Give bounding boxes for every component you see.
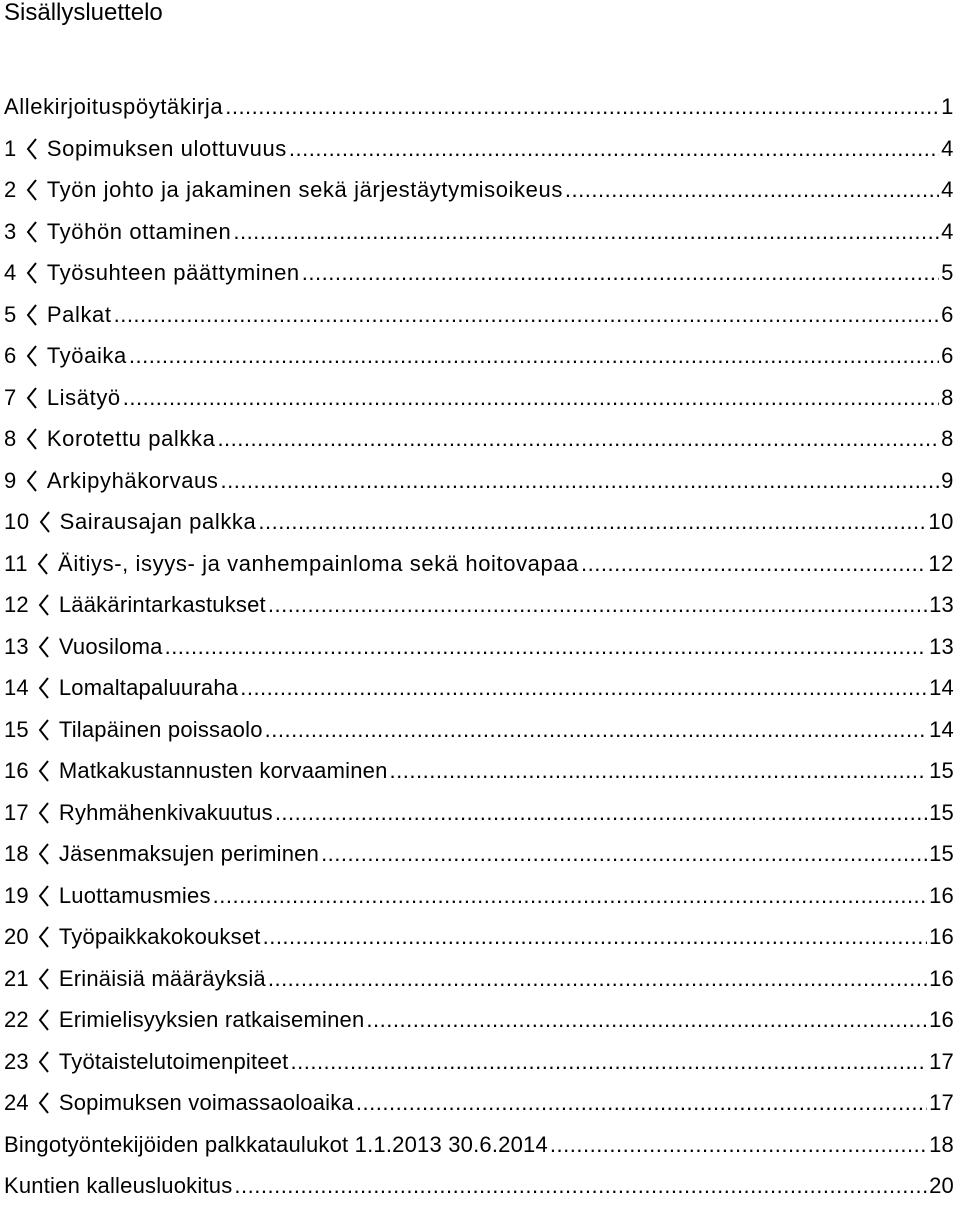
toc-entry-number: 14 xyxy=(4,675,29,700)
toc-entry-number: 23 xyxy=(4,1048,29,1074)
toc-entry[interactable] xyxy=(4,134,954,176)
dot-leader xyxy=(240,673,927,703)
section-sign-icon xyxy=(37,1092,51,1114)
toc-entry-label: Erinäisiä määräyksiä xyxy=(58,965,266,991)
toc-entry-number: 16 xyxy=(4,758,29,783)
dot-leader xyxy=(213,881,927,911)
section-sign-icon xyxy=(25,470,39,492)
toc-entry-page: 14 xyxy=(929,716,954,742)
dot-leader xyxy=(129,341,939,371)
toc-entry-page: 4 xyxy=(941,177,954,202)
toc-entry-page: 16 xyxy=(929,882,954,908)
toc-entry-page: 8 xyxy=(941,384,954,410)
dot-leader xyxy=(291,1047,928,1077)
toc-entry[interactable] xyxy=(4,1047,954,1089)
toc-entry-number: 22 xyxy=(4,1007,29,1032)
toc-entry-page: 5 xyxy=(941,260,954,285)
toc-entry-number: 2 xyxy=(4,177,17,202)
toc-entry-page: 15 xyxy=(929,758,954,783)
dot-leader xyxy=(114,300,940,330)
section-sign-icon xyxy=(37,885,51,907)
toc-entry[interactable] xyxy=(4,881,954,923)
dot-leader xyxy=(275,798,927,828)
section-sign-icon xyxy=(36,553,50,575)
section-sign-icon xyxy=(25,428,39,450)
toc-entry-page: 4 xyxy=(941,135,954,161)
table-of-contents xyxy=(4,92,954,1213)
toc-entry-page: 6 xyxy=(941,343,954,368)
section-sign-icon xyxy=(37,636,51,658)
section-sign-icon xyxy=(37,677,51,699)
toc-entry[interactable] xyxy=(4,715,954,757)
toc-entry-number: 20 xyxy=(4,924,29,949)
toc-entry[interactable] xyxy=(4,300,954,342)
toc-entry-number: 11 xyxy=(4,550,29,576)
toc-entry-number: 9 xyxy=(4,467,17,493)
toc-entry-label: Arkipyhäkorvaus xyxy=(46,467,219,493)
toc-entry[interactable] xyxy=(4,507,954,549)
toc-entry-label: Kuntien kalleusluokitus xyxy=(4,1173,233,1198)
toc-entry-page: 8 xyxy=(941,426,954,451)
dot-leader xyxy=(234,1171,927,1201)
toc-entry[interactable] xyxy=(4,756,954,798)
toc-entry-label: Luottamusmies xyxy=(58,882,211,908)
toc-entry-label: Vuosiloma xyxy=(58,633,163,659)
dot-leader xyxy=(225,92,939,122)
page-title: Sisällysluettelo xyxy=(4,0,163,26)
section-sign-icon xyxy=(37,802,51,824)
toc-entry-label: Työtaistelutoimenpiteet xyxy=(58,1048,289,1074)
dot-leader xyxy=(366,1005,927,1035)
toc-entry-number: 12 xyxy=(4,592,29,617)
section-sign-icon xyxy=(25,138,39,160)
section-sign-icon xyxy=(25,387,39,409)
toc-entry[interactable] xyxy=(4,258,954,300)
dot-leader xyxy=(302,258,939,288)
toc-entry-label: Korotettu palkka xyxy=(46,426,216,451)
toc-entry-label: Lisätyö xyxy=(46,384,121,410)
toc-entry-number: 8 xyxy=(4,426,17,451)
toc-entry-page: 16 xyxy=(929,965,954,991)
toc-entry-page: 17 xyxy=(929,1048,954,1074)
toc-entry[interactable] xyxy=(4,424,954,466)
toc-entry-label: Työpaikkakokoukset xyxy=(58,924,261,949)
toc-entry-page: 17 xyxy=(929,1090,954,1115)
dot-leader xyxy=(268,590,927,620)
toc-entry-page: 16 xyxy=(929,1007,954,1032)
toc-entry-number: 4 xyxy=(4,260,17,285)
toc-entry-page: 13 xyxy=(929,592,954,617)
toc-entry-number: 17 xyxy=(4,799,29,825)
toc-entry-label: Erimielisyyksien ratkaiseminen xyxy=(58,1007,365,1032)
toc-entry[interactable] xyxy=(4,590,954,632)
section-sign-icon xyxy=(37,968,51,990)
toc-entry[interactable] xyxy=(4,549,954,591)
toc-entry-label: Työn johto ja jakaminen sekä järjestäytymisoikeus xyxy=(46,177,563,202)
toc-entry-number: 24 xyxy=(4,1090,29,1115)
toc-entry-page: 4 xyxy=(941,218,954,244)
toc-entry[interactable] xyxy=(4,92,954,134)
toc-entry-page: 12 xyxy=(928,550,954,576)
section-sign-icon xyxy=(37,843,51,865)
dot-leader xyxy=(356,1088,927,1118)
toc-entry-number: 1 xyxy=(4,135,17,161)
toc-entry-label: Jäsenmaksujen periminen xyxy=(58,841,320,866)
toc-entry-number: 7 xyxy=(4,384,17,410)
toc-entry-number: 18 xyxy=(4,841,29,866)
dot-leader xyxy=(233,217,939,247)
toc-entry-label: Palkat xyxy=(46,301,112,327)
dot-leader xyxy=(123,383,939,413)
toc-entry[interactable] xyxy=(4,466,954,508)
section-sign-icon xyxy=(38,511,52,533)
toc-entry[interactable] xyxy=(4,632,954,674)
dot-leader xyxy=(289,134,939,164)
toc-entry[interactable] xyxy=(4,839,954,881)
toc-entry[interactable] xyxy=(4,383,954,425)
toc-entry-number: 3 xyxy=(4,218,17,244)
section-sign-icon xyxy=(25,221,39,243)
toc-entry-number: 15 xyxy=(4,716,29,742)
toc-entry-label: Työsuhteen päättyminen xyxy=(46,260,300,285)
dot-leader xyxy=(263,922,928,952)
toc-entry[interactable] xyxy=(4,217,954,259)
toc-entry-page: 1 xyxy=(941,94,954,119)
dot-leader xyxy=(217,424,939,454)
toc-entry-page: 9 xyxy=(941,467,954,493)
dot-leader xyxy=(550,1130,927,1160)
section-sign-icon xyxy=(37,760,51,782)
toc-entry-number: 10 xyxy=(4,509,30,534)
toc-entry[interactable] xyxy=(4,1171,954,1213)
toc-entry-page: 10 xyxy=(928,509,954,534)
dot-leader xyxy=(258,507,926,537)
dot-leader xyxy=(220,466,939,496)
toc-entry-number: 21 xyxy=(4,965,29,991)
section-sign-icon xyxy=(25,345,39,367)
toc-entry-page: 14 xyxy=(929,675,954,700)
toc-entry-label: Allekirjoituspöytäkirja xyxy=(4,94,224,119)
toc-entry[interactable] xyxy=(4,673,954,715)
toc-entry-label: Sopimuksen ulottuvuus xyxy=(46,135,287,161)
toc-entry-page: 13 xyxy=(929,633,954,659)
dot-leader xyxy=(581,549,926,579)
dot-leader xyxy=(265,715,927,745)
dot-leader xyxy=(268,964,927,994)
toc-entry-label: Sopimuksen voimassaoloaika xyxy=(58,1090,354,1115)
toc-entry-label: Äitiys-, isyys- ja vanhempainloma sekä hoitovapaa xyxy=(58,550,580,576)
toc-entry-page: 15 xyxy=(929,841,954,866)
toc-entry[interactable] xyxy=(4,922,954,964)
toc-entry-label: Lääkärintarkastukset xyxy=(58,592,266,617)
section-sign-icon xyxy=(37,926,51,948)
toc-entry-label: Bingotyöntekijöiden palkkataulukot 1.1.2013 30.6.2014 xyxy=(4,1131,548,1157)
section-sign-icon xyxy=(37,594,51,616)
section-sign-icon xyxy=(25,262,39,284)
dot-leader xyxy=(565,175,939,205)
section-sign-icon xyxy=(25,304,39,326)
toc-entry-number: 13 xyxy=(4,633,29,659)
toc-entry-label: Tilapäinen poissaolo xyxy=(58,716,263,742)
toc-entry[interactable] xyxy=(4,341,954,383)
toc-entry[interactable] xyxy=(4,1088,954,1130)
section-sign-icon xyxy=(37,1051,51,1073)
toc-entry-label: Lomaltapaluuraha xyxy=(58,675,239,700)
toc-entry-number: 19 xyxy=(4,882,29,908)
section-sign-icon xyxy=(37,1009,51,1031)
toc-entry-page: 18 xyxy=(929,1131,954,1157)
toc-entry[interactable] xyxy=(4,964,954,1006)
toc-entry-label: Matkakustannusten korvaaminen xyxy=(58,758,388,783)
dot-leader xyxy=(321,839,927,869)
toc-entry[interactable] xyxy=(4,1005,954,1047)
toc-entry-page: 15 xyxy=(929,799,954,825)
toc-entry-page: 6 xyxy=(941,301,954,327)
section-sign-icon xyxy=(37,719,51,741)
toc-entry-number: 5 xyxy=(4,301,17,327)
dot-leader xyxy=(165,632,928,662)
toc-entry-label: Työhön ottaminen xyxy=(46,218,232,244)
toc-entry-label: Sairausajan palkka xyxy=(59,509,257,534)
toc-entry[interactable] xyxy=(4,175,954,217)
toc-entry-number: 6 xyxy=(4,343,17,368)
toc-entry-label: Ryhmähenkivakuutus xyxy=(58,799,273,825)
toc-entry[interactable] xyxy=(4,1130,954,1172)
dot-leader xyxy=(390,756,928,786)
toc-entry-label: Työaika xyxy=(46,343,127,368)
section-sign-icon xyxy=(25,179,39,201)
toc-entry[interactable] xyxy=(4,798,954,840)
toc-entry-page: 16 xyxy=(929,924,954,949)
toc-entry-page: 20 xyxy=(929,1173,954,1198)
